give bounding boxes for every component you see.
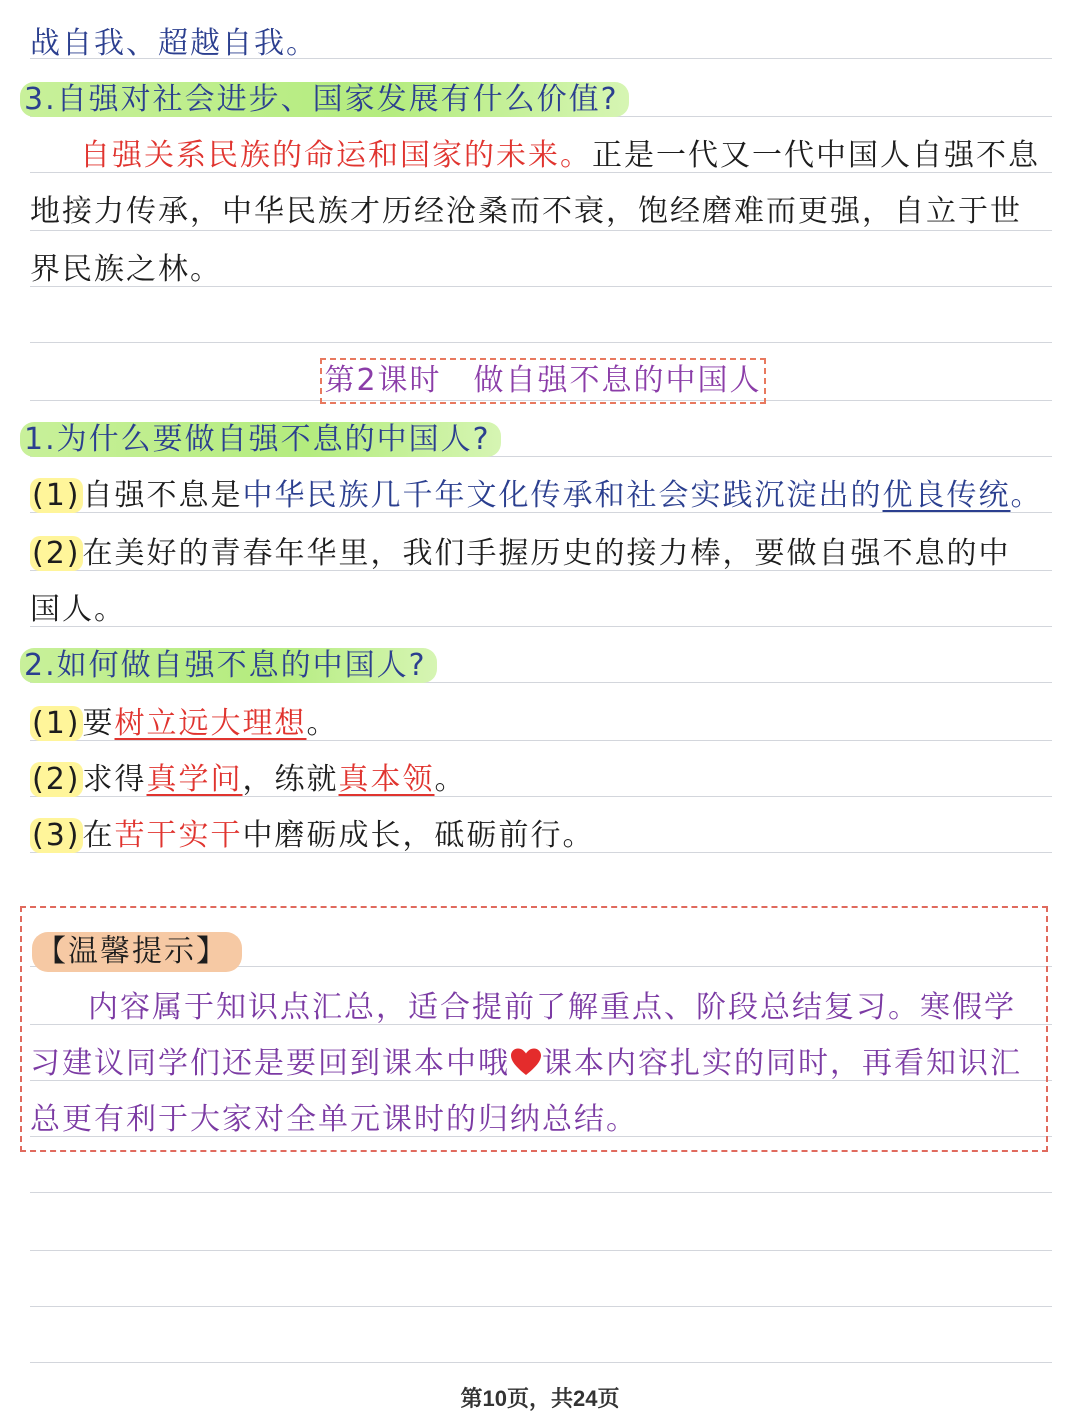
- answer-2-point-1: [30, 704, 1050, 744]
- rule-line: [30, 1192, 1052, 1193]
- item-number: (1): [32, 706, 81, 741]
- item-blue-text: 中华民族几千年文化传承和社会实践沉淀出的: [242, 478, 883, 513]
- answer-2-point-3: [30, 816, 1050, 856]
- item-number: (3): [32, 818, 81, 853]
- lesson-title-box: [320, 358, 766, 404]
- rule-line: [30, 342, 1052, 343]
- item-punct: 。: [1010, 478, 1043, 513]
- question-3-heading: [24, 80, 1050, 120]
- heart-icon: [510, 1047, 542, 1077]
- answer-3-text: 正是一代又一代中国人自强不息: [592, 138, 1040, 173]
- item-text: 求得: [82, 762, 147, 797]
- answer-1-point-2: [30, 534, 1050, 574]
- answer-1-point-2-cont: 国人。: [30, 592, 126, 627]
- rule-line: [30, 1306, 1052, 1307]
- rule-line: [30, 1250, 1052, 1251]
- item-key-text: 树立远大理想: [114, 706, 307, 741]
- question-2-title: 2.如何做自强不息的中国人?: [20, 648, 437, 683]
- item-text: ，练就: [242, 762, 339, 797]
- item-underlined-text: 优良传统: [882, 478, 1011, 513]
- tip-tag: 【温馨提示】: [32, 932, 242, 972]
- item-text: 自强不息是: [82, 478, 243, 513]
- item-number: (2): [32, 536, 81, 571]
- question-3-title: 3.自强对社会进步、国家发展有什么价值?: [20, 82, 629, 117]
- item-key-text: 真学问: [146, 762, 243, 797]
- tip-text: 课本内容扎实的同时，再看知识汇: [542, 1046, 1022, 1081]
- item-number: (1): [32, 478, 81, 513]
- question-1-heading: [24, 420, 1050, 460]
- answer-3-line-1: [80, 136, 1080, 176]
- item-punct: 。: [306, 706, 339, 741]
- answer-3-line-3: 界民族之林。: [30, 252, 222, 287]
- answer-2-point-2: [30, 760, 1050, 800]
- item-number: (2): [32, 762, 81, 797]
- rule-line: [30, 1362, 1052, 1363]
- tip-text: 习建议同学们还是要回到课本中哦: [30, 1046, 510, 1081]
- tip-line-2: [30, 1044, 1050, 1084]
- answer-3-key-point: 自强关系民族的命运和国家的未来。: [80, 138, 592, 173]
- text-line: 战自我、超越自我。: [30, 26, 318, 61]
- lesson-title: 第2课时 做自强不息的中国人: [324, 363, 762, 398]
- page-number: 第10页，共24页: [460, 1386, 620, 1411]
- item-text: 在: [82, 818, 115, 853]
- answer-3-line-2: 地接力传承，中华民族才历经沧桑而不衰，饱经磨难而更强，自立于世: [30, 194, 1022, 229]
- tip-line-3: 总更有利于大家对全单元课时的归纳总结。: [30, 1102, 638, 1137]
- question-1-title: 1.为什么要做自强不息的中国人?: [20, 422, 501, 457]
- item-text: 在美好的青春年华里，我们手握历史的接力棒，要做自强不息的中: [82, 536, 1011, 571]
- item-text: 要: [82, 706, 115, 741]
- item-punct: 。: [434, 762, 467, 797]
- question-2-heading: [24, 646, 1050, 686]
- answer-1-point-1: [30, 476, 1050, 516]
- item-text: 中磨砺成长，砥砺前行。: [242, 818, 595, 853]
- tip-line-1: 内容属于知识点汇总，适合提前了解重点、阶段总结复习。寒假学: [88, 990, 1016, 1025]
- item-key-text: 苦干实干: [114, 818, 243, 853]
- item-key-text: 真本领: [338, 762, 435, 797]
